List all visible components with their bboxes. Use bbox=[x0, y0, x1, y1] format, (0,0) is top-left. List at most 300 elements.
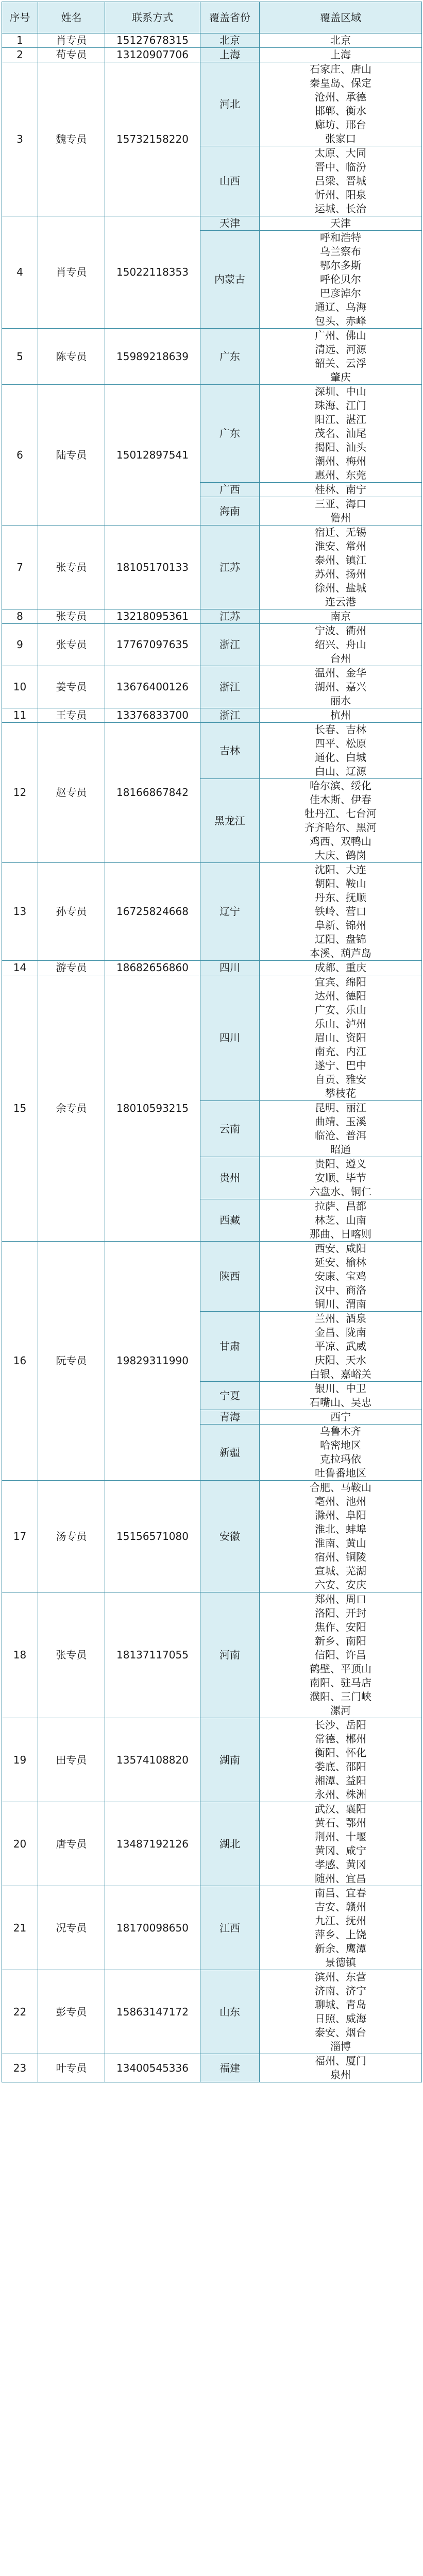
area-line: 台州 bbox=[330, 652, 351, 665]
province-cell: 福建 bbox=[200, 2054, 260, 2082]
area-line: 太原、大同 bbox=[315, 147, 366, 159]
table-row bbox=[2, 1718, 422, 1802]
province-cell: 青海 bbox=[200, 1410, 260, 1425]
area-line: 廊坊、邢台 bbox=[315, 118, 366, 131]
contact-name: 陈专员 bbox=[38, 329, 105, 385]
header-name: 姓名 bbox=[38, 2, 105, 33]
province-cell: 宁夏 bbox=[200, 1382, 260, 1410]
area-line: 达州、德阳 bbox=[315, 990, 366, 1002]
table-row bbox=[2, 1886, 422, 1970]
contact-name: 田专员 bbox=[38, 1718, 105, 1802]
area-line: 昆明、丽江 bbox=[315, 1101, 366, 1114]
area-cell bbox=[260, 779, 422, 863]
area-line: 吕梁、晋城 bbox=[315, 175, 366, 187]
area-line: 清远、河源 bbox=[315, 343, 366, 355]
area-line: 徐州、盐城 bbox=[315, 582, 366, 594]
area-line: 昭通 bbox=[330, 1143, 351, 1156]
area-cell bbox=[260, 723, 422, 779]
area-line: 鄂尔多斯 bbox=[320, 259, 361, 272]
contact-phone: 18166867842 bbox=[105, 723, 200, 863]
table-row bbox=[2, 624, 422, 666]
table-row bbox=[2, 1242, 422, 1312]
contact-phone: 18682656860 bbox=[105, 961, 200, 975]
row-index: 8 bbox=[2, 609, 38, 624]
area-cell bbox=[260, 961, 422, 975]
contact-phone: 15022118353 bbox=[105, 216, 200, 329]
province-cell: 贵州 bbox=[200, 1157, 260, 1199]
area-line: 淮北、蚌埠 bbox=[315, 1523, 366, 1535]
area-line: 揭阳、汕头 bbox=[315, 441, 366, 453]
province-cell: 江西 bbox=[200, 1886, 260, 1970]
contact-name: 孙专员 bbox=[38, 863, 105, 961]
table-row bbox=[2, 1970, 422, 2054]
contact-phone: 18170098650 bbox=[105, 1886, 200, 1970]
row-index: 14 bbox=[2, 961, 38, 975]
area-line: 泰州、镇江 bbox=[315, 554, 366, 566]
contact-name: 张专员 bbox=[38, 624, 105, 666]
province-cell: 河北 bbox=[200, 62, 260, 146]
area-line: 宣城、芜湖 bbox=[315, 1565, 366, 1577]
table-row bbox=[2, 2054, 422, 2082]
area-line: 遂宁、巴中 bbox=[315, 1059, 366, 1072]
area-line: 铁岭、营口 bbox=[315, 905, 366, 918]
area-line: 通辽、乌海 bbox=[315, 301, 366, 313]
area-line: 泰安、烟台 bbox=[315, 2026, 366, 2039]
area-line: 泉州 bbox=[330, 2069, 351, 2081]
area-line: 湖州、嘉兴 bbox=[315, 681, 366, 693]
table-row bbox=[2, 723, 422, 779]
area-cell bbox=[260, 1101, 422, 1157]
area-cell bbox=[260, 48, 422, 62]
area-line: 拉萨、昌都 bbox=[315, 1200, 366, 1212]
contact-name: 张专员 bbox=[38, 526, 105, 609]
header-row bbox=[2, 2, 422, 33]
area-line: 肇庆 bbox=[330, 371, 351, 383]
area-line: 潮州、梅州 bbox=[315, 455, 366, 467]
row-index: 5 bbox=[2, 329, 38, 385]
contact-phone: 15156571080 bbox=[105, 1481, 200, 1592]
area-line: 南京 bbox=[330, 610, 351, 622]
province-cell: 海南 bbox=[200, 497, 260, 526]
area-line: 成都、重庆 bbox=[315, 961, 366, 974]
province-cell: 陕西 bbox=[200, 1242, 260, 1312]
area-line: 惠州、东莞 bbox=[315, 469, 366, 481]
province-cell: 北京 bbox=[200, 33, 260, 48]
area-cell bbox=[260, 1592, 422, 1718]
area-line: 银川、中卫 bbox=[315, 1382, 366, 1395]
area-line: 南阳、驻马店 bbox=[310, 1676, 371, 1689]
area-line: 长沙、岳阳 bbox=[315, 1719, 366, 1731]
table-row bbox=[2, 526, 422, 609]
area-line: 庆阳、天水 bbox=[315, 1354, 366, 1366]
area-line: 通化、白城 bbox=[315, 751, 366, 764]
contact-phone: 18010593215 bbox=[105, 975, 200, 1242]
row-index: 23 bbox=[2, 2054, 38, 2082]
province-cell: 河南 bbox=[200, 1592, 260, 1718]
area-line: 金昌、陇南 bbox=[315, 1326, 366, 1338]
area-line: 珠海、江门 bbox=[315, 399, 366, 412]
row-index: 19 bbox=[2, 1718, 38, 1802]
area-line: 四平、松原 bbox=[315, 737, 366, 750]
province-cell: 湖北 bbox=[200, 1802, 260, 1886]
contact-phone: 13400545336 bbox=[105, 2054, 200, 2082]
province-cell: 浙江 bbox=[200, 666, 260, 708]
area-line: 广安、乐山 bbox=[315, 1004, 366, 1016]
row-index: 3 bbox=[2, 62, 38, 216]
area-line: 萍乡、上饶 bbox=[315, 1928, 366, 1941]
area-cell bbox=[260, 1802, 422, 1886]
contact-name: 姜专员 bbox=[38, 666, 105, 708]
area-line: 聊城、青岛 bbox=[315, 1998, 366, 2011]
header-phone: 联系方式 bbox=[105, 2, 200, 33]
area-line: 连云港 bbox=[325, 596, 356, 608]
area-line: 三亚、海口 bbox=[315, 498, 366, 510]
contact-name: 张专员 bbox=[38, 1592, 105, 1718]
area-line: 衡阳、怀化 bbox=[315, 1747, 366, 1759]
area-cell bbox=[260, 231, 422, 329]
province-cell: 天津 bbox=[200, 216, 260, 231]
area-line: 南昌、宜春 bbox=[315, 1887, 366, 1899]
contact-phone: 15863147172 bbox=[105, 1970, 200, 2054]
table-row bbox=[2, 385, 422, 483]
contact-name: 阮专员 bbox=[38, 1242, 105, 1481]
area-cell bbox=[260, 216, 422, 231]
area-line: 兰州、酒泉 bbox=[315, 1312, 366, 1325]
area-line: 本溪、葫芦岛 bbox=[310, 947, 371, 959]
area-line: 杭州 bbox=[330, 709, 351, 721]
area-line: 沈阳、大连 bbox=[315, 863, 366, 876]
contact-phone: 15732158220 bbox=[105, 62, 200, 216]
contact-name: 赵专员 bbox=[38, 723, 105, 863]
table-row bbox=[2, 863, 422, 961]
row-index: 18 bbox=[2, 1592, 38, 1718]
table-row bbox=[2, 1592, 422, 1718]
area-line: 哈密地区 bbox=[320, 1439, 361, 1451]
area-cell bbox=[260, 666, 422, 708]
table-row bbox=[2, 975, 422, 1101]
area-line: 宁波、衢州 bbox=[315, 624, 366, 637]
header-index: 序号 bbox=[2, 2, 38, 33]
province-cell: 新疆 bbox=[200, 1425, 260, 1481]
header-province: 覆盖省份 bbox=[200, 2, 260, 33]
area-line: 漯河 bbox=[330, 1704, 351, 1717]
area-cell bbox=[260, 1157, 422, 1199]
area-line: 鸡西、双鸭山 bbox=[310, 835, 371, 848]
table-row bbox=[2, 329, 422, 385]
area-line: 白银、嘉峪关 bbox=[310, 1368, 371, 1380]
contact-name: 叶专员 bbox=[38, 2054, 105, 2082]
area-cell bbox=[260, 2054, 422, 2082]
area-line: 茂名、汕尾 bbox=[315, 427, 366, 439]
table-row bbox=[2, 1802, 422, 1886]
area-cell bbox=[260, 385, 422, 483]
row-index: 6 bbox=[2, 385, 38, 526]
area-line: 白山、辽源 bbox=[315, 765, 366, 777]
area-line: 长春、吉林 bbox=[315, 723, 366, 736]
province-cell: 安徽 bbox=[200, 1481, 260, 1592]
contact-phone: 18105170133 bbox=[105, 526, 200, 609]
area-line: 西安、咸阳 bbox=[315, 1242, 366, 1255]
area-line: 曲靖、玉溪 bbox=[315, 1115, 366, 1128]
area-line: 宜宾、绵阳 bbox=[315, 976, 366, 988]
area-cell bbox=[260, 624, 422, 666]
contact-name: 唐专员 bbox=[38, 1802, 105, 1886]
province-cell: 广西 bbox=[200, 483, 260, 497]
area-line: 辽阳、盘锦 bbox=[315, 933, 366, 945]
area-line: 包头、赤峰 bbox=[315, 315, 366, 327]
area-line: 阜新、锦州 bbox=[315, 919, 366, 931]
area-line: 九江、抚州 bbox=[315, 1914, 366, 1927]
area-line: 济南、济宁 bbox=[315, 1985, 366, 1997]
table-row bbox=[2, 1481, 422, 1592]
area-line: 克拉玛依 bbox=[320, 1453, 361, 1465]
contact-name: 肖专员 bbox=[38, 216, 105, 329]
area-cell bbox=[260, 1970, 422, 2054]
area-line: 日照、威海 bbox=[315, 2012, 366, 2025]
row-index: 13 bbox=[2, 863, 38, 961]
area-cell bbox=[260, 33, 422, 48]
area-line: 南充、内江 bbox=[315, 1045, 366, 1058]
province-cell: 黑龙江 bbox=[200, 779, 260, 863]
table-row bbox=[2, 216, 422, 231]
table-row bbox=[2, 62, 422, 146]
area-line: 呼和浩特 bbox=[320, 231, 361, 244]
province-cell: 湖南 bbox=[200, 1718, 260, 1802]
area-line: 吐鲁番地区 bbox=[315, 1467, 366, 1479]
area-line: 广州、佛山 bbox=[315, 329, 366, 342]
area-cell bbox=[260, 1410, 422, 1425]
area-line: 淮安、常州 bbox=[315, 540, 366, 552]
area-line: 阳江、湛江 bbox=[315, 413, 366, 426]
row-index: 9 bbox=[2, 624, 38, 666]
area-line: 自贡、雅安 bbox=[315, 1073, 366, 1086]
area-line: 湘潭、益阳 bbox=[315, 1774, 366, 1787]
province-cell: 甘肃 bbox=[200, 1312, 260, 1382]
area-cell bbox=[260, 1242, 422, 1312]
contact-name: 余专员 bbox=[38, 975, 105, 1242]
province-cell: 西藏 bbox=[200, 1199, 260, 1242]
area-line: 桂林、南宁 bbox=[315, 483, 366, 496]
area-cell bbox=[260, 1382, 422, 1410]
contact-name: 王专员 bbox=[38, 708, 105, 723]
contact-name: 魏专员 bbox=[38, 62, 105, 216]
area-line: 北京 bbox=[330, 34, 351, 46]
contact-name: 况专员 bbox=[38, 1886, 105, 1970]
area-line: 汉中、商洛 bbox=[315, 1284, 366, 1296]
province-cell: 浙江 bbox=[200, 624, 260, 666]
row-index: 21 bbox=[2, 1886, 38, 1970]
area-cell bbox=[260, 62, 422, 146]
area-line: 丹东、抚顺 bbox=[315, 891, 366, 904]
area-line: 巴彦淖尔 bbox=[320, 287, 361, 299]
area-line: 石家庄、唐山 bbox=[310, 63, 371, 75]
area-line: 天津 bbox=[330, 217, 351, 229]
area-line: 石嘴山、吴忠 bbox=[310, 1396, 371, 1409]
area-cell bbox=[260, 497, 422, 526]
area-line: 黄石、鄂州 bbox=[315, 1817, 366, 1829]
contact-phone: 13574108820 bbox=[105, 1718, 200, 1802]
area-line: 新乡、南阳 bbox=[315, 1635, 366, 1647]
area-line: 温州、金华 bbox=[315, 667, 366, 679]
area-line: 贵阳、遵义 bbox=[315, 1158, 366, 1170]
area-line: 六盘水、铜仁 bbox=[310, 1185, 371, 1198]
area-line: 滁州、阜阳 bbox=[315, 1509, 366, 1521]
contact-table bbox=[2, 2, 422, 2082]
province-cell: 上海 bbox=[200, 48, 260, 62]
area-line: 深圳、中山 bbox=[315, 385, 366, 398]
contact-name: 苟专员 bbox=[38, 48, 105, 62]
area-cell bbox=[260, 526, 422, 609]
area-line: 哈尔滨、绥化 bbox=[310, 779, 371, 792]
area-line: 宿迁、无锡 bbox=[315, 526, 366, 538]
area-line: 郑州、周口 bbox=[315, 1593, 366, 1605]
area-line: 孝感、黄冈 bbox=[315, 1858, 366, 1871]
area-line: 林芝、山南 bbox=[315, 1214, 366, 1226]
area-cell bbox=[260, 1481, 422, 1592]
province-cell: 广东 bbox=[200, 329, 260, 385]
province-cell: 江苏 bbox=[200, 526, 260, 609]
area-line: 临沧、普洱 bbox=[315, 1129, 366, 1142]
area-cell bbox=[260, 863, 422, 961]
area-line: 武汉、襄阳 bbox=[315, 1803, 366, 1815]
area-cell bbox=[260, 1199, 422, 1242]
header-area: 覆盖区域 bbox=[260, 2, 422, 33]
contact-phone: 13376833700 bbox=[105, 708, 200, 723]
contact-phone: 13120907706 bbox=[105, 48, 200, 62]
province-cell: 辽宁 bbox=[200, 863, 260, 961]
area-line: 乌兰察布 bbox=[320, 245, 361, 258]
area-line: 朝阳、鞍山 bbox=[315, 877, 366, 890]
area-line: 宿州、铜陵 bbox=[315, 1551, 366, 1563]
table-row bbox=[2, 33, 422, 48]
area-line: 延安、榆林 bbox=[315, 1256, 366, 1268]
area-line: 焦作、安阳 bbox=[315, 1621, 366, 1633]
area-line: 韶关、云浮 bbox=[315, 357, 366, 369]
row-index: 20 bbox=[2, 1802, 38, 1886]
area-line: 晋中、临汾 bbox=[315, 161, 366, 173]
table-row bbox=[2, 48, 422, 62]
area-line: 亳州、池州 bbox=[315, 1495, 366, 1507]
area-line: 滨州、东营 bbox=[315, 1971, 366, 1983]
area-cell bbox=[260, 975, 422, 1101]
area-line: 六安、安庆 bbox=[315, 1579, 366, 1591]
area-cell bbox=[260, 329, 422, 385]
area-line: 淄博 bbox=[330, 2040, 351, 2053]
contact-phone: 15012897541 bbox=[105, 385, 200, 526]
contact-phone: 17767097635 bbox=[105, 624, 200, 666]
province-cell: 山东 bbox=[200, 1970, 260, 2054]
area-line: 安顺、毕节 bbox=[315, 1172, 366, 1184]
area-line: 那曲、日喀则 bbox=[310, 1228, 371, 1240]
area-line: 邯郸、衡水 bbox=[315, 105, 366, 117]
row-index: 12 bbox=[2, 723, 38, 863]
area-line: 新余、鹰潭 bbox=[315, 1942, 366, 1955]
table-row bbox=[2, 961, 422, 975]
area-line: 随州、宜昌 bbox=[315, 1872, 366, 1885]
row-index: 11 bbox=[2, 708, 38, 723]
area-line: 洛阳、开封 bbox=[315, 1607, 366, 1619]
area-line: 呼伦贝尔 bbox=[320, 273, 361, 285]
area-line: 景德镇 bbox=[325, 1956, 356, 1969]
area-line: 秦皇岛、保定 bbox=[310, 77, 371, 89]
area-cell bbox=[260, 146, 422, 216]
contact-name: 汤专员 bbox=[38, 1481, 105, 1592]
area-line: 濮阳、三门峡 bbox=[310, 1690, 371, 1703]
table-row bbox=[2, 666, 422, 708]
row-index: 1 bbox=[2, 33, 38, 48]
area-line: 绍兴、舟山 bbox=[315, 638, 366, 651]
area-line: 永州、株洲 bbox=[315, 1788, 366, 1801]
province-cell: 山西 bbox=[200, 146, 260, 216]
area-line: 眉山、资阳 bbox=[315, 1031, 366, 1044]
contact-name: 彭专员 bbox=[38, 1970, 105, 2054]
contact-phone: 13676400126 bbox=[105, 666, 200, 708]
contact-phone: 15127678315 bbox=[105, 33, 200, 48]
area-line: 鹤壁、平顶山 bbox=[310, 1663, 371, 1675]
area-line: 铜川、渭南 bbox=[315, 1298, 366, 1310]
area-cell bbox=[260, 1886, 422, 1970]
area-line: 常德、郴州 bbox=[315, 1733, 366, 1745]
row-index: 2 bbox=[2, 48, 38, 62]
contact-name: 游专员 bbox=[38, 961, 105, 975]
area-cell bbox=[260, 483, 422, 497]
contact-phone: 18137117055 bbox=[105, 1592, 200, 1718]
area-line: 齐齐哈尔、黑河 bbox=[304, 821, 377, 834]
contact-phone: 19829311990 bbox=[105, 1242, 200, 1481]
area-line: 安康、宝鸡 bbox=[315, 1270, 366, 1282]
area-line: 张家口 bbox=[325, 132, 356, 145]
area-line: 攀枝花 bbox=[325, 1087, 356, 1099]
row-index: 17 bbox=[2, 1481, 38, 1592]
province-cell: 四川 bbox=[200, 975, 260, 1101]
province-cell: 云南 bbox=[200, 1101, 260, 1157]
area-line: 上海 bbox=[330, 48, 351, 61]
area-line: 平凉、武威 bbox=[315, 1340, 366, 1352]
area-line: 娄底、邵阳 bbox=[315, 1760, 366, 1773]
contact-phone: 16725824668 bbox=[105, 863, 200, 961]
province-cell: 内蒙古 bbox=[200, 231, 260, 329]
area-line: 运城、长治 bbox=[315, 202, 366, 215]
row-index: 16 bbox=[2, 1242, 38, 1481]
area-line: 丽水 bbox=[330, 694, 351, 707]
area-line: 荆州、十堰 bbox=[315, 1831, 366, 1843]
area-line: 信阳、许昌 bbox=[315, 1649, 366, 1661]
contact-phone: 15989218639 bbox=[105, 329, 200, 385]
table-body bbox=[2, 33, 422, 2082]
row-index: 4 bbox=[2, 216, 38, 329]
province-cell: 江苏 bbox=[200, 609, 260, 624]
row-index: 10 bbox=[2, 666, 38, 708]
area-line: 福州、厦门 bbox=[315, 2055, 366, 2067]
province-cell: 浙江 bbox=[200, 708, 260, 723]
province-cell: 四川 bbox=[200, 961, 260, 975]
area-cell bbox=[260, 1425, 422, 1481]
area-line: 忻州、阳泉 bbox=[315, 189, 366, 201]
area-cell bbox=[260, 1312, 422, 1382]
area-line: 乐山、泸州 bbox=[315, 1018, 366, 1030]
contact-name: 肖专员 bbox=[38, 33, 105, 48]
row-index: 7 bbox=[2, 526, 38, 609]
area-line: 苏州、扬州 bbox=[315, 568, 366, 580]
table-row bbox=[2, 708, 422, 723]
area-line: 淮南、黄山 bbox=[315, 1537, 366, 1549]
contact-phone: 13487192126 bbox=[105, 1802, 200, 1886]
area-cell bbox=[260, 609, 422, 624]
contact-name: 陆专员 bbox=[38, 385, 105, 526]
area-line: 西宁 bbox=[330, 1411, 351, 1423]
area-line: 大庆、鹤岗 bbox=[315, 849, 366, 861]
area-line: 乌鲁木齐 bbox=[320, 1425, 361, 1437]
